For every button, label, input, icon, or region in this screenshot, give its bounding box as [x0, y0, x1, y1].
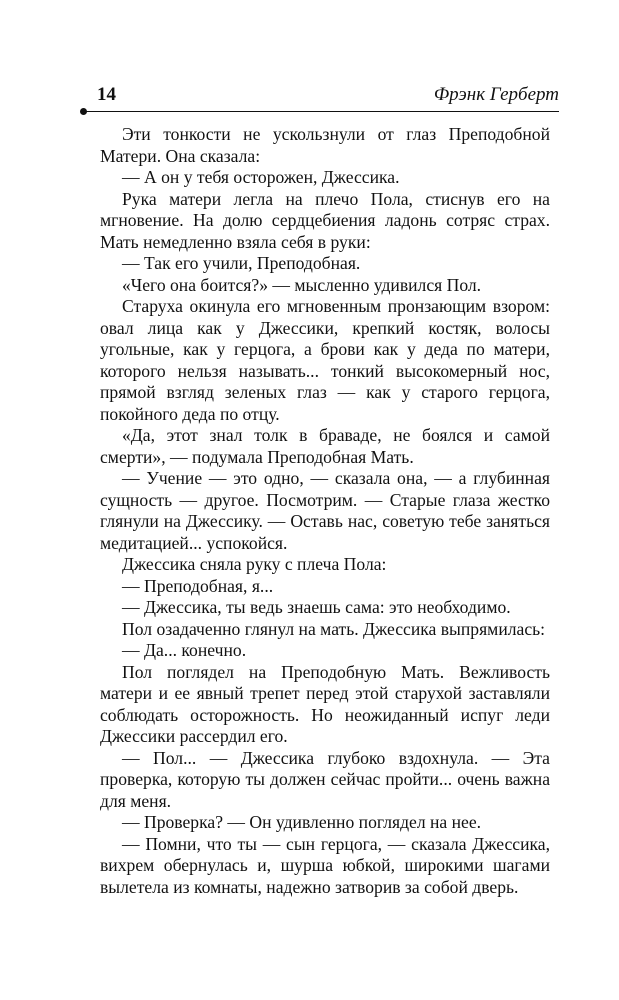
paragraph: «Да, этот знал толк в браваде, не боялся и самой смерти», — подумала Преподобная Мать. — [100, 425, 550, 467]
paragraph: Рука матери легла на плечо Пола, стиснув его на мгновение. На долю сердцебиения ладонь сотряс страх. Мать немедленно взяла себя в руки: — [100, 188, 550, 252]
paragraph: «Чего она боится?» — мысленно удивился Пол. — [122, 274, 482, 295]
running-title: Фрэнк Герберт — [433, 84, 559, 105]
paragraph: — Так его учили, Преподобная. — [122, 253, 361, 273]
paragraph: Пол поглядел на Преподобную Мать. Вежливость матери и ее явный трепет перед этой старухой заставляли соблюдать осторожность. Но неожиданный испуг леди Джессики рассердил его. — [100, 661, 550, 746]
paragraph: — Помни, что ты — сын герцога, — сказала Джессика, вихрем обернулась и, шурша юбкой, широкими шагами вылетела из комнаты, надежно затворив за собой дверь. — [100, 833, 550, 897]
body-text — [100, 124, 550, 898]
paragraph: Старуха окинула его мгновенным пронзающим взором: овал лица как у Джессики, крепкий костяк, волосы угольные, как у герцога, а брови как у деда по матери, которого нельзя называть... тонкий высокомерный нос, прямой взгляд зеленых глаз — как у старого герцога, покойного деда по отцу. — [100, 296, 550, 424]
paragraph: — Да... конечно. — [122, 640, 247, 660]
page-header — [82, 84, 559, 108]
paragraph: — Пол... — Джессика глубоко вздохнула. — Эта проверка, которую ты должен сейчас пройти... очень важна для меня. — [100, 747, 550, 811]
paragraph: — А он у тебя осторожен, Джессика. — [122, 167, 400, 187]
paragraph: Эти тонкости не ускользнули от глаз Преподобной Матери. Она сказала: — [100, 124, 550, 166]
paragraph: — Преподобная, я... — [122, 575, 274, 596]
paragraph: Джессика сняла руку с плеча Пола: — [122, 554, 387, 574]
header-rule-dot — [80, 108, 87, 115]
page-number: 14 — [97, 84, 116, 105]
paragraph: — Джессика, ты ведь знаешь сама: это необходимо. — [122, 597, 511, 617]
header-rule — [82, 111, 559, 112]
paragraph: Пол озадаченно глянул на мать. Джессика выпрямилась: — [122, 618, 546, 639]
paragraph: — Учение — это одно, — сказала она, — а глубинная сущность — другое. Посмотрим. — Старые глаза жестко глянули на Джессику. — Оставь нас, советую тебе заняться медитацией... успокойся. — [100, 468, 550, 553]
paragraph: — Проверка? — Он удивленно поглядел на нее. — [122, 812, 482, 832]
